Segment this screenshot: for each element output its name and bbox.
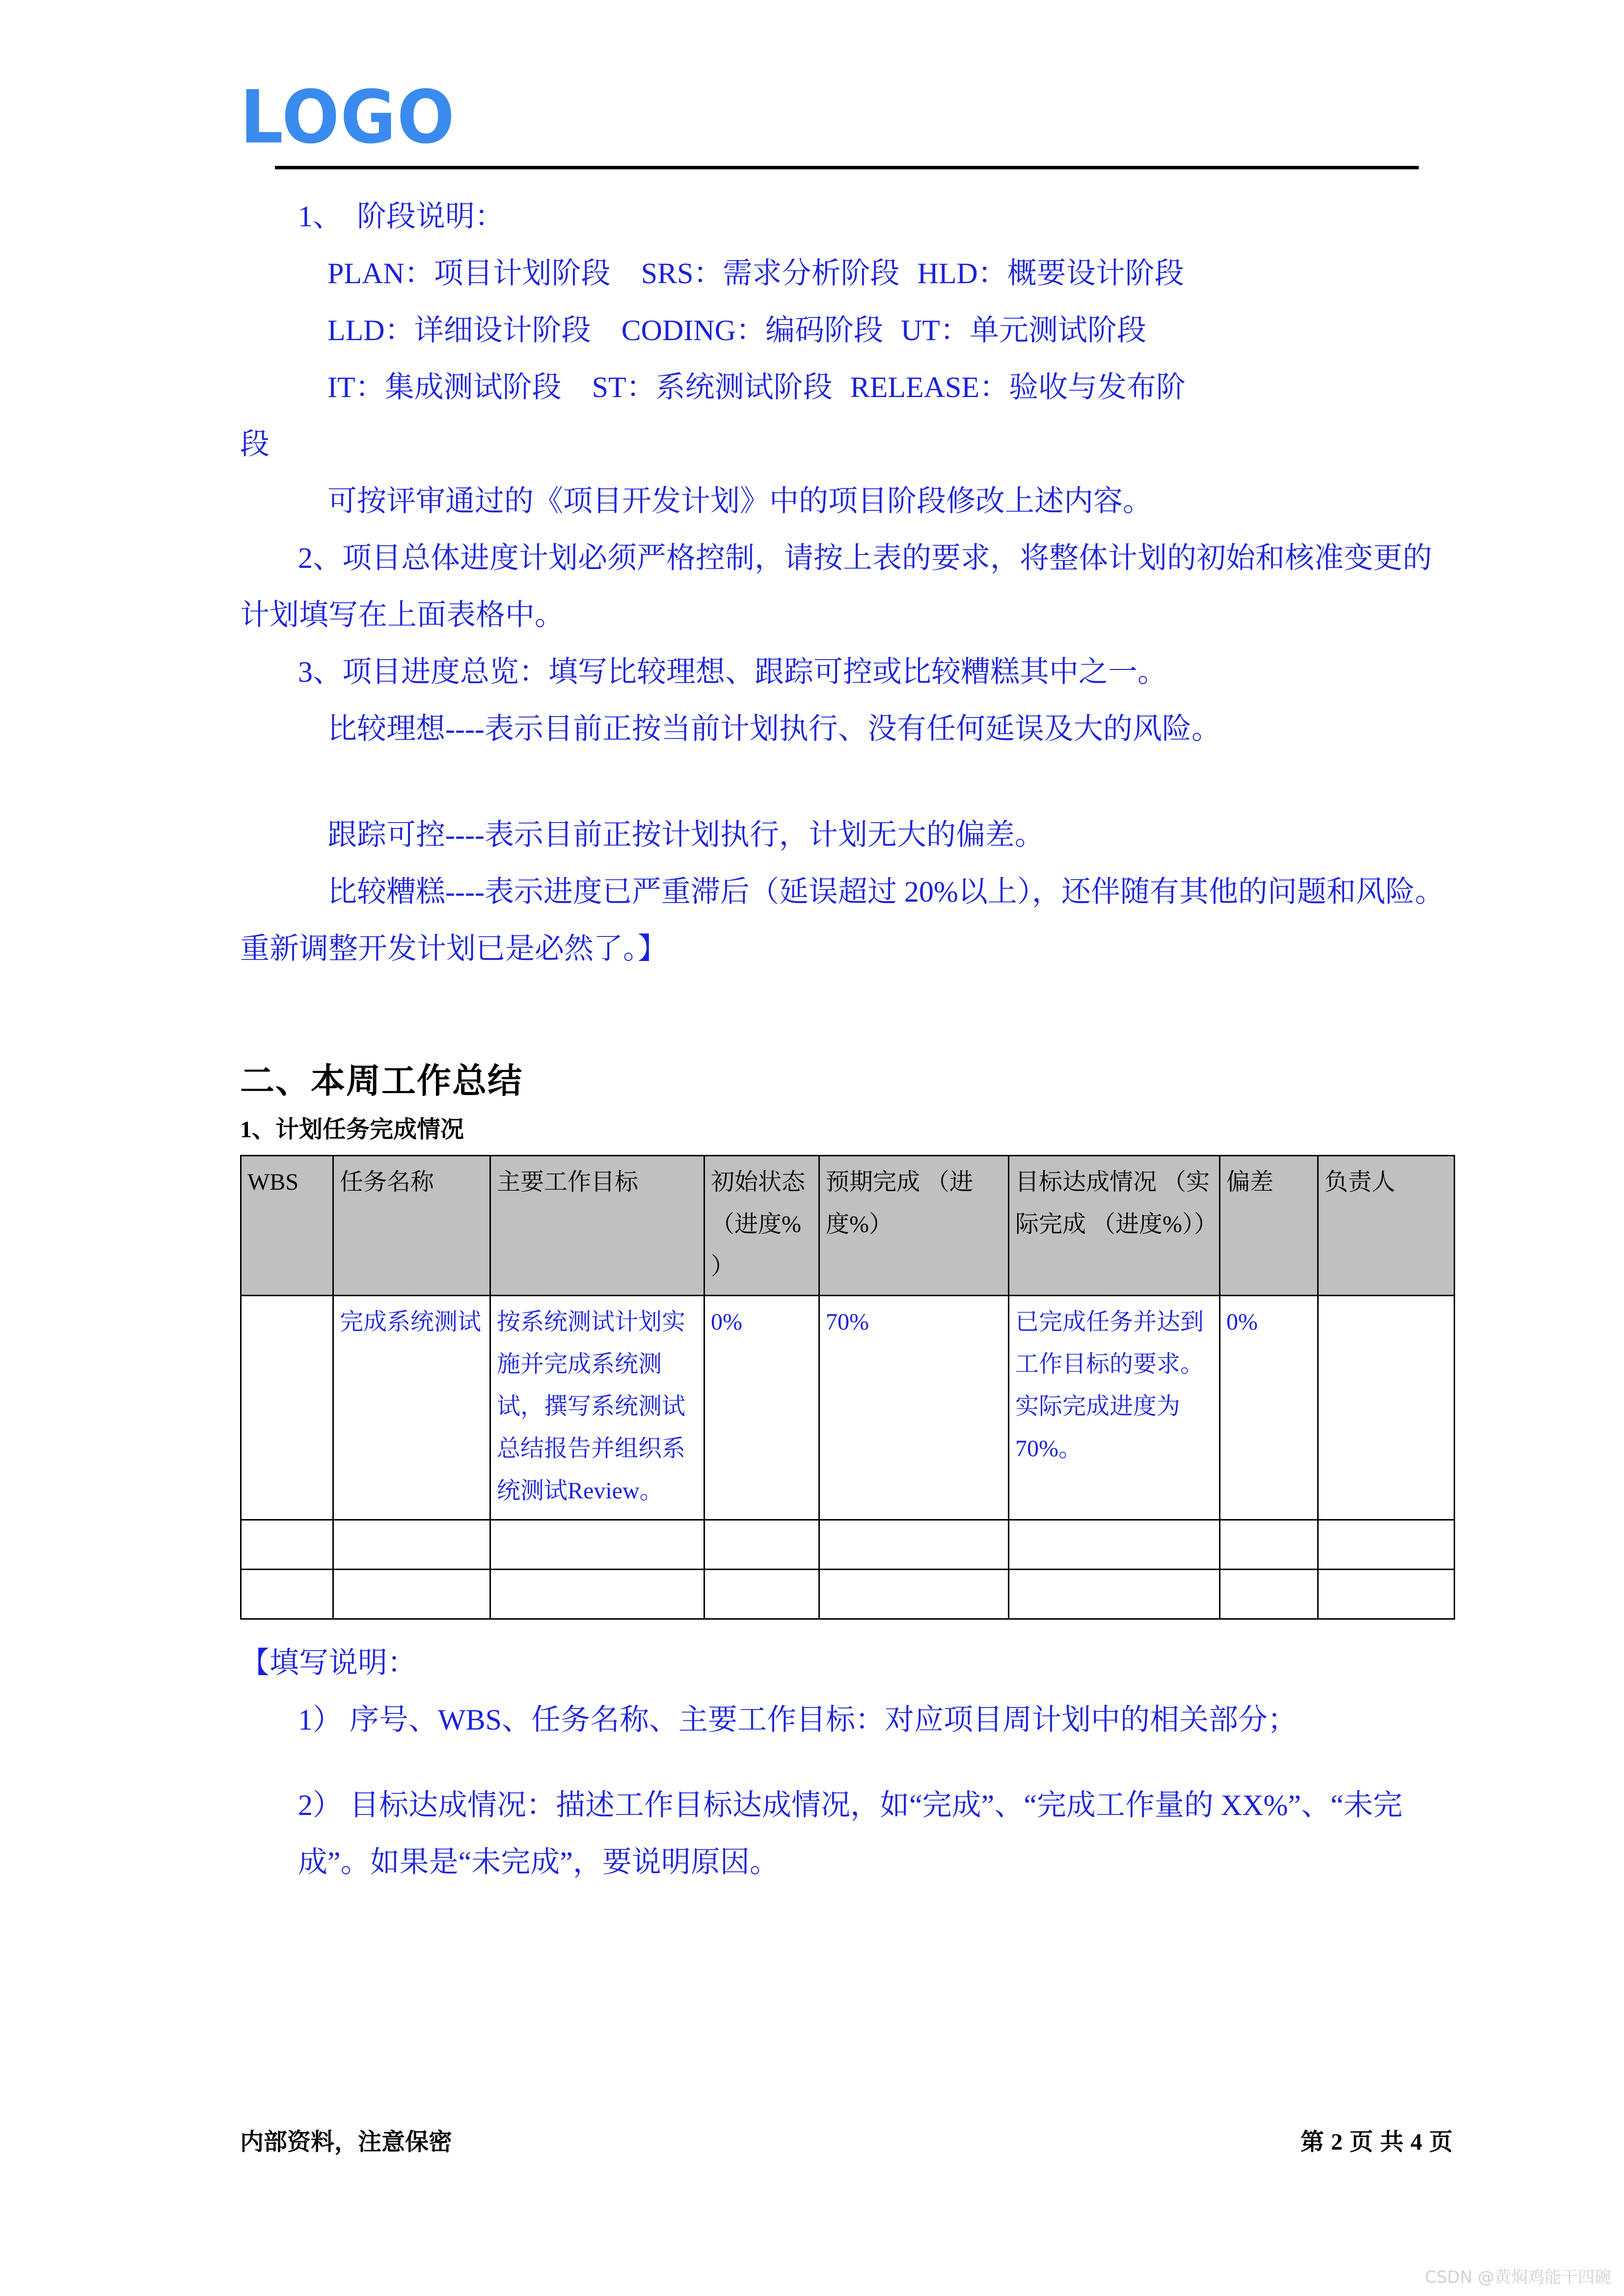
cell-owner — [1318, 1570, 1455, 1619]
cell-goal-achievement — [1009, 1570, 1220, 1619]
subheading-plan-completion: 1、计划任务完成情况 — [240, 1117, 464, 1143]
phase-srs: SRS：需求分析阶段 — [641, 257, 900, 290]
phase-ut: UT：单元测试阶段 — [900, 314, 1146, 347]
note-item-2: 2、项目总体进度计划必须严格控制，请按上表的要求，将整体计划的初始和核准变更的计划填写在上面表格中。 — [240, 542, 1432, 631]
col-header-work-goal: 主要工作目标 — [490, 1156, 704, 1296]
phase-row-1 — [240, 245, 1453, 302]
cell-expected-completion — [819, 1520, 1009, 1570]
col-header-expected-completion: 预期完成 （进度%） — [819, 1156, 1009, 1296]
col-header-task-name: 任务名称 — [333, 1156, 490, 1296]
spacer — [240, 1748, 1453, 1777]
cell-work-goal — [490, 1570, 704, 1619]
phase-it: IT：集成测试阶段 — [327, 371, 562, 403]
phase-wrapped-tail: 段 — [240, 428, 270, 460]
footer-page-number: 第 2 页 共 4 页 — [1300, 2129, 1453, 2155]
phase-hld: HLD：概要设计阶段 — [917, 257, 1184, 290]
phase-note: 可按评审通过的《项目开发计划》中的项目阶段修改上述内容。 — [327, 485, 1152, 517]
col-header-owner: 负责人 — [1318, 1156, 1455, 1296]
phase-coding: CODING：编码阶段 — [621, 314, 883, 347]
section-heading-weekly-summary: 二、本周工作总结 — [240, 1063, 523, 1100]
cell-owner — [1318, 1296, 1455, 1520]
col-header-deviation: 偏差 — [1220, 1156, 1318, 1296]
cell-work-goal: 按系统测试计划实施并完成系统测试，撰写系统测试总结报告并组织系统测试Review。 — [490, 1296, 704, 1520]
cell-expected-completion — [819, 1570, 1009, 1619]
cell-task-name: 完成系统测试 — [333, 1296, 490, 1520]
col-header-goal-achievement: 目标达成情况 （实际完成 （进度%）） — [1009, 1156, 1220, 1296]
table-row — [241, 1570, 1455, 1619]
cell-task-name — [333, 1570, 490, 1619]
cell-wbs — [241, 1520, 333, 1570]
plan-completion-table — [240, 1155, 1455, 1620]
cell-initial-state: 0% — [704, 1296, 819, 1520]
cell-expected-completion: 70% — [819, 1296, 1009, 1520]
phase-row-2 — [240, 302, 1453, 359]
col-header-wbs: WBS — [241, 1156, 333, 1296]
cell-deviation: 0% — [1220, 1296, 1318, 1520]
spacer — [240, 757, 1453, 806]
table-row — [241, 1296, 1455, 1520]
csdn-watermark: CSDN @黄焖鸡能干四碗 — [1425, 2268, 1611, 2287]
phase-release: RELEASE：验收与发布阶 — [850, 371, 1186, 403]
cell-goal-achievement: 已完成任务并达到工作目标的要求。实际完成进度为70%。 — [1009, 1296, 1220, 1520]
company-logo: LOGO — [240, 74, 456, 160]
phase-plan: PLAN：项目计划阶段 — [327, 257, 611, 290]
cell-deviation — [1220, 1570, 1318, 1619]
phase-section-number: 1、 阶段说明： — [298, 200, 504, 233]
cell-wbs — [241, 1296, 333, 1520]
definition-bad: 比较糟糕----表示进度已严重滞后（延误超过 20%以上），还伴随有其他的问题和风险。重新调整开发计划已是必然了。】 — [240, 876, 1444, 965]
phase-lld: LLD：详细设计阶段 — [327, 314, 591, 347]
definition-ideal: 比较理想----表示目前正按当前计划执行、没有任何延误及大的风险。 — [327, 713, 1221, 745]
spacer — [240, 1620, 1453, 1634]
spacer — [240, 977, 1453, 1026]
cell-work-goal — [490, 1520, 704, 1570]
fill-instructions-title: 【填写说明： — [240, 1647, 417, 1679]
definition-tracking: 跟踪可控----表示目前正按计划执行，计划无大的偏差。 — [327, 819, 1044, 851]
col-header-initial-state: 初始状态 （进度% ） — [704, 1156, 819, 1296]
cell-deviation — [1220, 1520, 1318, 1570]
footer-confidentiality-note: 内部资料，注意保密 — [240, 2129, 453, 2155]
fill-instruction-item-2: 2） 目标达成情况：描述工作目标达成情况，如“完成”、“完成工作量的 XX%”、“未完成”。如果是“未完成”，要说明原因。 — [298, 1789, 1403, 1878]
cell-owner — [1318, 1520, 1455, 1570]
page-footer — [240, 2125, 1453, 2160]
spacer — [240, 173, 1453, 188]
page-header — [240, 0, 1453, 169]
table-row — [241, 1520, 1455, 1570]
note-item-3: 3、项目进度总览：填写比较理想、跟踪可控或比较糟糕其中之一。 — [298, 656, 1167, 688]
fill-instruction-item-1: 1） 序号、WBS、任务名称、主要工作目标：对应项目周计划中的相关部分； — [298, 1704, 1298, 1736]
phase-row-3 — [240, 359, 1453, 416]
header-divider — [275, 166, 1419, 169]
table-header-row — [241, 1156, 1455, 1296]
cell-wbs — [241, 1570, 333, 1619]
phase-st: ST：系统测试阶段 — [592, 371, 833, 403]
cell-task-name — [333, 1520, 490, 1570]
cell-goal-achievement — [1009, 1520, 1220, 1570]
spacer — [240, 1026, 1453, 1055]
cell-initial-state — [704, 1570, 819, 1619]
cell-initial-state — [704, 1520, 819, 1570]
